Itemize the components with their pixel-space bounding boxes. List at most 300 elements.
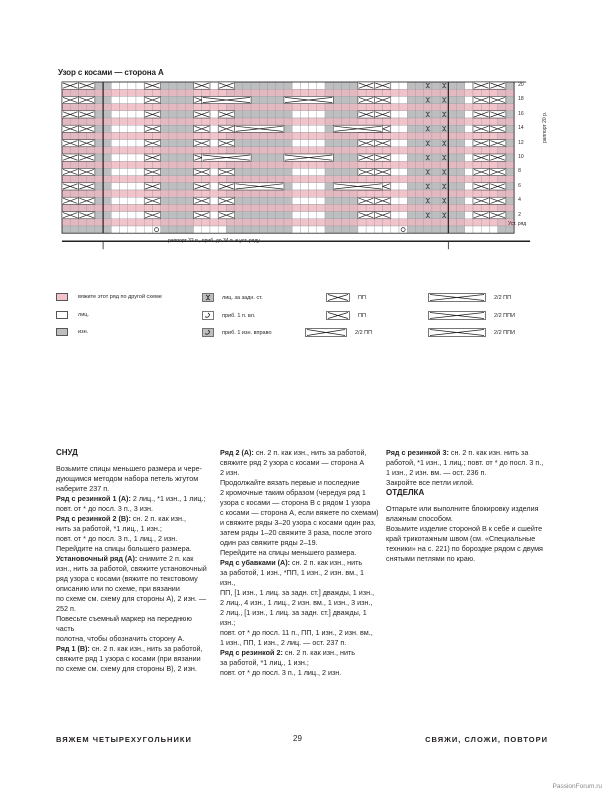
chart-cell bbox=[259, 104, 267, 111]
chart-cell bbox=[391, 197, 399, 204]
chart-cell bbox=[87, 204, 95, 211]
chart-cell bbox=[103, 154, 111, 161]
chart-cell bbox=[185, 212, 193, 219]
chart-cell bbox=[194, 204, 202, 211]
chart-cell bbox=[424, 204, 432, 211]
text-line bbox=[56, 594, 211, 614]
chart-cell bbox=[292, 125, 300, 132]
chart-cell bbox=[374, 104, 382, 111]
text-line-body: Возьмите спицы меньшего размера и чере- bbox=[56, 464, 202, 473]
chart-cell bbox=[317, 226, 325, 233]
chart-cell bbox=[103, 219, 111, 226]
row-number: 16 bbox=[518, 110, 524, 117]
chart-cell bbox=[481, 132, 489, 139]
chart-cell bbox=[366, 147, 374, 154]
chart-cell bbox=[235, 118, 243, 125]
chart-cell bbox=[268, 118, 276, 125]
text-line bbox=[220, 508, 380, 518]
chart-cell bbox=[374, 204, 382, 211]
chart-cell bbox=[325, 168, 333, 175]
chart-cell bbox=[259, 96, 267, 103]
chart-cell bbox=[350, 176, 358, 183]
chart-cell bbox=[128, 212, 136, 219]
chart-cell bbox=[62, 190, 70, 197]
chart-cell bbox=[309, 190, 317, 197]
chart-cell bbox=[202, 104, 210, 111]
chart-cell bbox=[415, 161, 423, 168]
chart-cell bbox=[95, 82, 103, 89]
chart-cell bbox=[358, 104, 366, 111]
legend-twist-label: лиц. за задн. ст. bbox=[222, 294, 263, 301]
chart-cell bbox=[235, 197, 243, 204]
chart-cell bbox=[243, 104, 251, 111]
chart-cell bbox=[243, 118, 251, 125]
chart-cell bbox=[374, 219, 382, 226]
chart-cell bbox=[128, 147, 136, 154]
chart-cell bbox=[276, 111, 284, 118]
chart-cell bbox=[70, 226, 78, 233]
chart-cell bbox=[465, 168, 473, 175]
chart-cell bbox=[251, 118, 259, 125]
text-line-body: изн., нить за работой, свяжите установочный bbox=[56, 564, 207, 573]
chart-cell bbox=[235, 140, 243, 147]
chart-cell bbox=[432, 212, 440, 219]
chart-cell bbox=[87, 147, 95, 154]
chart-cell bbox=[309, 168, 317, 175]
chart-cell bbox=[177, 104, 185, 111]
chart-cell bbox=[407, 104, 415, 111]
chart-cell bbox=[177, 168, 185, 175]
chart-cell bbox=[276, 176, 284, 183]
chart-cell bbox=[251, 168, 259, 175]
chart-cell bbox=[292, 132, 300, 139]
chart-cell bbox=[276, 190, 284, 197]
cable-pp-icon bbox=[326, 293, 350, 302]
chart-cell bbox=[489, 176, 497, 183]
text-line-body: повт. от * до посл. 3 п., 1 лиц., 2 изн. bbox=[220, 668, 342, 677]
chart-cell bbox=[235, 132, 243, 139]
chart-cell bbox=[144, 89, 152, 96]
chart-cell bbox=[161, 212, 169, 219]
chart-cell bbox=[284, 118, 292, 125]
chart-cell bbox=[309, 226, 317, 233]
chart-cell bbox=[169, 176, 177, 183]
chart-cell bbox=[243, 226, 251, 233]
text-line-body: Перейдите на спицы меньшего размера. bbox=[220, 548, 357, 557]
chart-cell bbox=[218, 89, 226, 96]
chart-cell bbox=[78, 104, 86, 111]
chart-cell bbox=[251, 219, 259, 226]
row-number: 14 bbox=[518, 125, 524, 132]
chart-cell bbox=[350, 190, 358, 197]
chart-cell bbox=[169, 154, 177, 161]
row-number: 20 bbox=[518, 82, 524, 88]
chart-cell bbox=[128, 140, 136, 147]
chart-cell bbox=[120, 111, 128, 118]
text-line-body: Продолжайте вязать первые и последние bbox=[220, 478, 360, 487]
text-line bbox=[386, 448, 546, 458]
chart-cell bbox=[374, 89, 382, 96]
chart-cell bbox=[399, 212, 407, 219]
chart-cell bbox=[300, 212, 308, 219]
chart-cell bbox=[391, 161, 399, 168]
chart-cell bbox=[243, 168, 251, 175]
chart-cell bbox=[177, 226, 185, 233]
text-line-body: 2 изн. bbox=[220, 468, 240, 477]
chart-cell bbox=[374, 118, 382, 125]
chart-cell bbox=[111, 161, 119, 168]
chart-cell bbox=[407, 154, 415, 161]
text-line bbox=[56, 484, 211, 494]
chart-cell bbox=[407, 147, 415, 154]
chart-cell bbox=[111, 197, 119, 204]
chart-cell bbox=[210, 118, 218, 125]
chart-cell bbox=[366, 132, 374, 139]
chart-cell bbox=[498, 204, 506, 211]
chart-cell bbox=[62, 118, 70, 125]
chart-cell bbox=[341, 226, 349, 233]
chart-cell bbox=[399, 111, 407, 118]
chart-cell bbox=[465, 140, 473, 147]
chart-cell bbox=[177, 118, 185, 125]
chart-cell bbox=[350, 161, 358, 168]
legend-cable-label: 2/2 ППИ bbox=[494, 312, 516, 319]
chart-cell bbox=[432, 125, 440, 132]
chart-cell bbox=[333, 190, 341, 197]
chart-cell bbox=[424, 147, 432, 154]
chart-cell bbox=[440, 176, 448, 183]
chart-cell bbox=[481, 161, 489, 168]
chart-cell bbox=[70, 204, 78, 211]
chart-cell bbox=[169, 89, 177, 96]
chart-cell bbox=[177, 197, 185, 204]
chart-cell bbox=[448, 147, 456, 154]
chart-cell bbox=[78, 132, 86, 139]
chart-cell bbox=[87, 104, 95, 111]
chart-cell bbox=[333, 147, 341, 154]
chart-cell bbox=[284, 197, 292, 204]
chart-cell bbox=[432, 140, 440, 147]
chart-cell bbox=[317, 132, 325, 139]
chart-cell bbox=[481, 104, 489, 111]
chart-cell bbox=[473, 226, 481, 233]
chart-cell bbox=[300, 168, 308, 175]
chart-cell bbox=[465, 118, 473, 125]
chart-cell bbox=[457, 197, 465, 204]
chart-cell bbox=[309, 183, 317, 190]
text-line-body: сн. 2 п. как изн., bbox=[130, 514, 186, 523]
chart-cell bbox=[309, 140, 317, 147]
chart-cell bbox=[399, 147, 407, 154]
chart-cell bbox=[366, 89, 374, 96]
chart-cell bbox=[407, 82, 415, 89]
chart-cell bbox=[111, 147, 119, 154]
chart-cell bbox=[333, 219, 341, 226]
chart-cell bbox=[243, 219, 251, 226]
chart-cell bbox=[399, 82, 407, 89]
text-line-bold: Ряд с резинкой 2: bbox=[220, 648, 283, 657]
chart-cell bbox=[341, 96, 349, 103]
chart-cell bbox=[210, 183, 218, 190]
text-line-body: техники» на с. 221) по бороздке рядом с двумя bbox=[386, 544, 543, 553]
chart-cell bbox=[128, 104, 136, 111]
chart-cell bbox=[465, 212, 473, 219]
chart-cell bbox=[103, 140, 111, 147]
chart-cell bbox=[309, 176, 317, 183]
chart-cell bbox=[120, 183, 128, 190]
chart-cell bbox=[185, 147, 193, 154]
chart-cell bbox=[103, 226, 111, 233]
chart-cell bbox=[358, 204, 366, 211]
chart-cell bbox=[415, 226, 423, 233]
chart-cell bbox=[383, 219, 391, 226]
chart-cell bbox=[391, 212, 399, 219]
chart-cell bbox=[350, 140, 358, 147]
chart-cell bbox=[506, 197, 514, 204]
chart-cell bbox=[103, 212, 111, 219]
chart-cell bbox=[300, 226, 308, 233]
chart-cell bbox=[358, 118, 366, 125]
chart-cell bbox=[432, 219, 440, 226]
chart-cell bbox=[161, 183, 169, 190]
chart-cell bbox=[111, 154, 119, 161]
legend-cable-label: 2/2 ПП bbox=[494, 294, 512, 301]
chart-cell bbox=[481, 147, 489, 154]
chart-cell bbox=[473, 147, 481, 154]
chart-cell bbox=[70, 190, 78, 197]
chart-cell bbox=[120, 212, 128, 219]
chart-cell bbox=[292, 226, 300, 233]
chart-cell bbox=[152, 104, 160, 111]
setup-row-label: Уст. ряд bbox=[508, 221, 527, 227]
chart-cell bbox=[341, 147, 349, 154]
row-number: 8 bbox=[518, 168, 521, 175]
chart-cell bbox=[268, 96, 276, 103]
chart-cell bbox=[128, 111, 136, 118]
chart-cell bbox=[407, 125, 415, 132]
text-line-body: снятыми петлями по краю. bbox=[386, 554, 476, 563]
chart-cell bbox=[473, 219, 481, 226]
chart-cell bbox=[95, 125, 103, 132]
chart-cell bbox=[432, 176, 440, 183]
chart-cell bbox=[111, 104, 119, 111]
legend-purl-label: изн. bbox=[78, 329, 89, 335]
chart-cell bbox=[432, 204, 440, 211]
chart-cell bbox=[226, 132, 234, 139]
text-line bbox=[56, 474, 211, 484]
chart-cell bbox=[457, 140, 465, 147]
chart-cell bbox=[169, 190, 177, 197]
chart-cell bbox=[169, 111, 177, 118]
pink-swatch bbox=[56, 293, 68, 301]
text-line bbox=[220, 468, 380, 478]
chart-cell bbox=[506, 147, 514, 154]
chart-cell bbox=[309, 197, 317, 204]
chart-cell bbox=[391, 190, 399, 197]
chart-cell bbox=[136, 132, 144, 139]
text-line bbox=[386, 478, 546, 488]
chart-cell bbox=[202, 226, 210, 233]
chart-cell bbox=[70, 161, 78, 168]
text-line bbox=[56, 574, 211, 584]
chart-cell bbox=[391, 89, 399, 96]
chart-cell bbox=[218, 118, 226, 125]
chart-cell bbox=[111, 204, 119, 211]
chart-cell bbox=[161, 82, 169, 89]
chart-cell bbox=[194, 190, 202, 197]
chart-cell bbox=[489, 132, 497, 139]
chart-cell bbox=[317, 147, 325, 154]
legend-c_pp2 bbox=[326, 311, 366, 320]
chart-cell bbox=[383, 161, 391, 168]
chart-cell bbox=[128, 226, 136, 233]
chart-cell bbox=[95, 168, 103, 175]
chart-cell bbox=[350, 132, 358, 139]
chart-cell bbox=[415, 96, 423, 103]
increase-purl-icon bbox=[202, 328, 214, 337]
chart-cell bbox=[218, 190, 226, 197]
chart-cell bbox=[284, 132, 292, 139]
chart-cell bbox=[185, 118, 193, 125]
chart-cell bbox=[333, 118, 341, 125]
text-line bbox=[56, 584, 211, 594]
chart-cell bbox=[457, 118, 465, 125]
chart-cell bbox=[465, 82, 473, 89]
chart-cell bbox=[62, 89, 70, 96]
chart-cell bbox=[276, 147, 284, 154]
row-number: 18 bbox=[518, 96, 524, 103]
chart-cell bbox=[498, 104, 506, 111]
chart-cell bbox=[120, 197, 128, 204]
chart-cell bbox=[128, 132, 136, 139]
chart-cell bbox=[489, 219, 497, 226]
chart-cell bbox=[70, 132, 78, 139]
chart-cell bbox=[185, 168, 193, 175]
chart-cell bbox=[366, 226, 374, 233]
chart-cell bbox=[300, 118, 308, 125]
text-line-body: свяжите ряд 2 узора с косами — сторона А bbox=[220, 458, 365, 467]
chart-cell bbox=[350, 147, 358, 154]
chart-cell bbox=[78, 118, 86, 125]
chart-cell bbox=[317, 140, 325, 147]
chart-cell bbox=[374, 226, 382, 233]
chart-cell bbox=[103, 197, 111, 204]
chart-cell bbox=[457, 154, 465, 161]
text-line bbox=[386, 554, 546, 564]
chart-cell bbox=[152, 176, 160, 183]
legend-inc-purl bbox=[202, 328, 272, 337]
chart-cell bbox=[128, 118, 136, 125]
chart-cell bbox=[341, 89, 349, 96]
chart-cell bbox=[120, 82, 128, 89]
chart-cell bbox=[457, 190, 465, 197]
chart-cell bbox=[70, 118, 78, 125]
chart-cell bbox=[448, 132, 456, 139]
chart-cell bbox=[177, 183, 185, 190]
chart-cell bbox=[391, 183, 399, 190]
chart-cell bbox=[341, 154, 349, 161]
chart-cell bbox=[218, 104, 226, 111]
chart-cell bbox=[111, 125, 119, 132]
chart-cell bbox=[457, 82, 465, 89]
chart-cell bbox=[489, 204, 497, 211]
chart-cell bbox=[259, 147, 267, 154]
chart-cell bbox=[407, 168, 415, 175]
chart-cell bbox=[120, 161, 128, 168]
chart-cell bbox=[103, 176, 111, 183]
text-line bbox=[386, 458, 546, 468]
chart-cell bbox=[481, 118, 489, 125]
chart-cell bbox=[440, 104, 448, 111]
chart-cell bbox=[128, 204, 136, 211]
text-line-body: 2 кромочные таким образом (чередуя ряд 1 bbox=[220, 488, 366, 497]
chart-cell bbox=[136, 118, 144, 125]
chart-cell bbox=[268, 197, 276, 204]
chart-cell bbox=[169, 96, 177, 103]
legend-purl bbox=[56, 328, 88, 336]
chart-cell bbox=[448, 212, 456, 219]
chart-cell bbox=[341, 219, 349, 226]
chart-cell bbox=[350, 118, 358, 125]
chart-cell bbox=[268, 190, 276, 197]
chart-cell bbox=[268, 204, 276, 211]
chart-cell bbox=[103, 111, 111, 118]
chart-cell bbox=[226, 161, 234, 168]
chart-cell bbox=[136, 212, 144, 219]
chart-cell bbox=[292, 212, 300, 219]
chart-cell bbox=[325, 161, 333, 168]
chart-cell bbox=[87, 190, 95, 197]
chart-cell bbox=[440, 219, 448, 226]
chart-cell bbox=[358, 190, 366, 197]
chart-cell bbox=[309, 219, 317, 226]
chart-cell bbox=[136, 161, 144, 168]
chart-cell bbox=[243, 82, 251, 89]
chart-cell bbox=[235, 190, 243, 197]
chart-cell bbox=[120, 219, 128, 226]
text-line bbox=[56, 654, 211, 664]
chart-cell bbox=[432, 190, 440, 197]
chart-cell bbox=[161, 197, 169, 204]
chart-cell bbox=[284, 168, 292, 175]
chart-cell bbox=[226, 118, 234, 125]
chart-cell bbox=[457, 89, 465, 96]
chart-cell bbox=[415, 197, 423, 204]
chart-cell bbox=[374, 132, 382, 139]
chart-cell bbox=[407, 161, 415, 168]
chart-cell bbox=[383, 89, 391, 96]
text-line bbox=[220, 528, 380, 538]
chart-cell bbox=[161, 168, 169, 175]
chart-cell bbox=[465, 132, 473, 139]
chart-cell bbox=[317, 204, 325, 211]
legend-c_22pp bbox=[305, 328, 372, 337]
chart-cell bbox=[415, 190, 423, 197]
chart-cell bbox=[424, 226, 432, 233]
chart-cell bbox=[448, 183, 456, 190]
chart-cell bbox=[465, 197, 473, 204]
chart-cell bbox=[185, 204, 193, 211]
chart-cell bbox=[415, 104, 423, 111]
chart-cell bbox=[457, 147, 465, 154]
chart-cell bbox=[350, 111, 358, 118]
chart-cell bbox=[103, 96, 111, 103]
chart-cell bbox=[62, 132, 70, 139]
chart-cell bbox=[243, 89, 251, 96]
chart-cell bbox=[481, 219, 489, 226]
chart-cell bbox=[259, 197, 267, 204]
chart-cell bbox=[226, 104, 234, 111]
